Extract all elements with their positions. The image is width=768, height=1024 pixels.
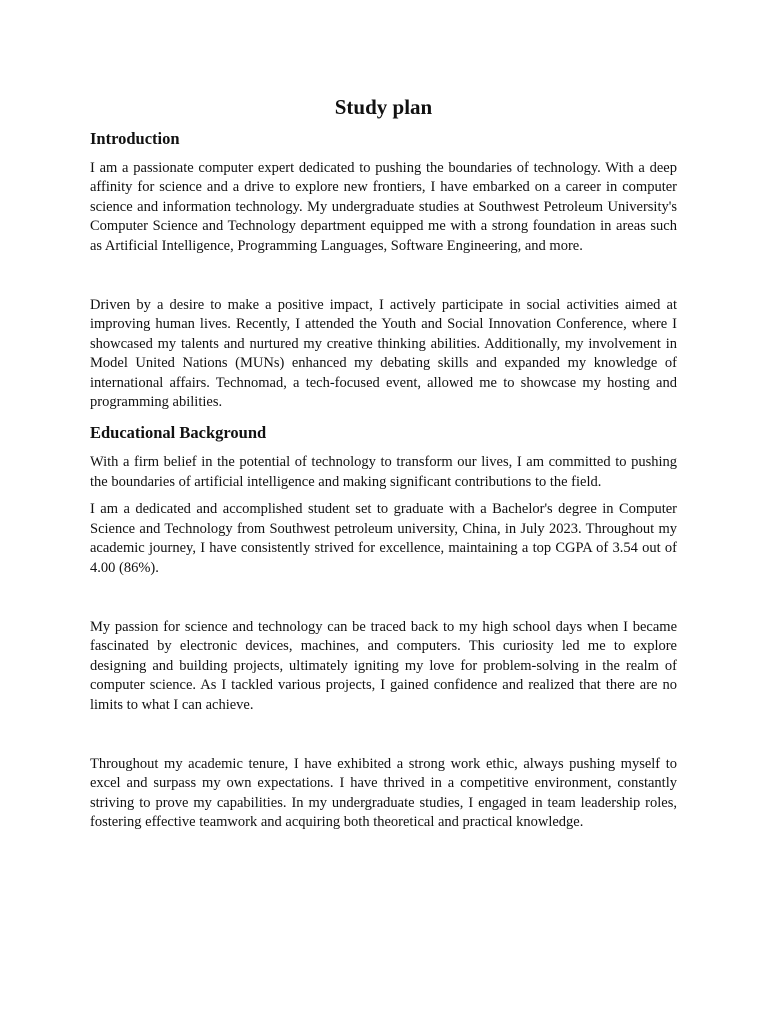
intro-paragraph-1: I am a passionate computer expert dedicated to pushing the boundaries of technology. With a deep affinity for science and a drive to explore new frontiers, I have embarked on a career in computer science and information technology. My undergraduate studies at Southwest Petroleum University's Computer Science and Technology department equipped me with a strong foundation in areas such as Artificial Intelligence, Programming Languages, Software Engineering, and more. bbox=[90, 160, 677, 254]
document-page bbox=[90, 92, 677, 833]
education-paragraph-4: Throughout my academic tenure, I have exhibited a strong work ethic, always pushing myself to excel and surpass my own expectations. I have thrived in a competitive environment, constantly striving to prove my capabilities. In my undergraduate studies, I engaged in team leadership roles, fostering effective teamwork and acquiring both theoretical and practical knowledge. bbox=[90, 755, 677, 831]
page-title: Study plan bbox=[334, 95, 433, 119]
intro-paragraph-2: Driven by a desire to make a positive impact, I actively participate in social activities aimed at improving human lives. Recently, I attended the Youth and Social Innovation Conference, where I showcased my talents and nurtured my creative thinking abilities. Additionally, my involvement in Model United Nations (MUNs) enhanced my debating skills and expanded my knowledge of international affairs. Technomad, a tech-focused event, allowed me to showcase my hosting and programming abilities. bbox=[90, 297, 677, 411]
paragraph-spacer bbox=[90, 256, 677, 296]
education-paragraph-1: With a firm belief in the potential of technology to transform our lives, I am committed to pushing the boundaries of artificial intelligence and making significant contributions to the field. bbox=[90, 454, 677, 490]
education-paragraph-2: I am a dedicated and accomplished student set to graduate with a Bachelor's degree in Computer Science and Technology from Southwest petroleum university, China, in July 2023. Throughout my academic journey, I have consistently strived for excellence, maintaining a top CGPA of 3.54 out of 4.00 (86%). bbox=[90, 501, 677, 576]
paragraph-spacer bbox=[90, 578, 677, 618]
section-heading-introduction: Introduction bbox=[90, 129, 180, 148]
paragraph-spacer bbox=[90, 492, 677, 500]
paragraph-spacer bbox=[90, 715, 677, 755]
section-heading-education: Educational Background bbox=[90, 423, 267, 443]
education-paragraph-3: My passion for science and technology can be traced back to my high school days when I became fascinated by electronic devices, machines, and computers. This curiosity led me to explore designing and building projects, ultimately igniting my love for problem-solving in the realm of computer science. As I tackled various projects, I gained confidence and realized that there are no limits to what I can achieve. bbox=[90, 618, 677, 713]
section-spacer bbox=[90, 412, 677, 422]
